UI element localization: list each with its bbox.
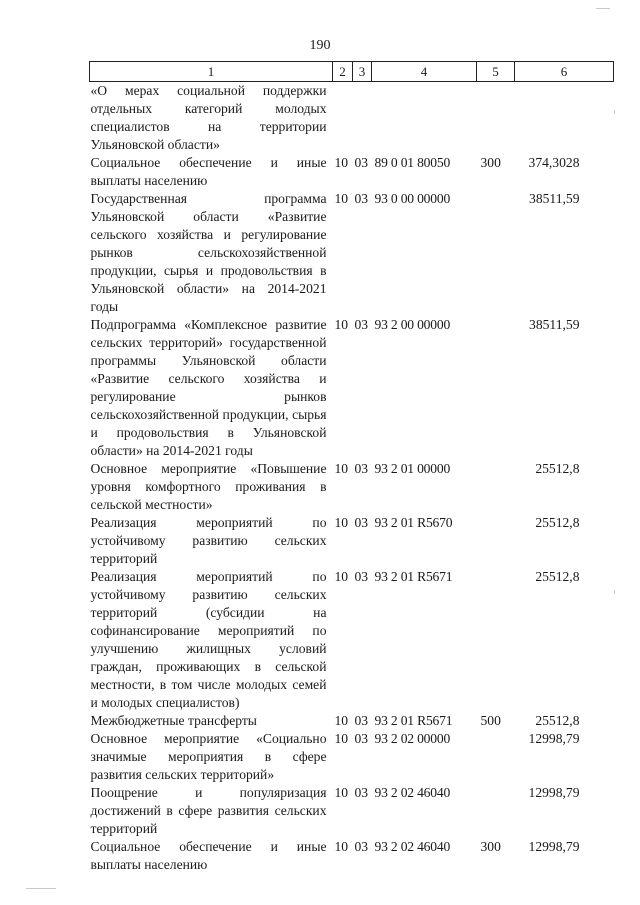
row-target-article: 93 0 00 00000 — [374, 191, 451, 206]
row-target-article: 93 2 01 00000 — [374, 461, 451, 476]
row-target-article: 93 2 02 00000 — [374, 731, 451, 746]
column-header-6: 6 — [515, 62, 614, 82]
table-row — [90, 154, 614, 190]
table-header — [90, 62, 614, 82]
row-name: Подпрограмма «Комплексное развитие сельских территорий» государственной программы Ульяновской области «Развитие сельского хозяйства и регулирование рынков сельскохозяйственной продукции, сырья и продовольствия в Ульяновской области» на 2014-2021 годы — [90, 317, 327, 458]
row-expense-type — [477, 82, 515, 155]
page-number: 190 — [309, 38, 331, 53]
table-row — [90, 784, 614, 838]
scan-edge-mark — [26, 888, 56, 889]
row-name: «О мерах социальной поддержки отдельных категорий молодых специалистов на территории Ульяновской области» — [90, 83, 327, 152]
row-expense-type — [477, 514, 515, 568]
row-amount: 38511,59 — [529, 191, 580, 206]
row-name: Основное мероприятие «Повышение уровня комфортного проживания в сельской местности» — [90, 461, 327, 512]
table-row — [90, 190, 614, 316]
row-amount: 12998,79 — [528, 731, 580, 746]
row-target-article: 89 0 01 80050 — [374, 155, 451, 170]
column-header-2: 2 — [333, 62, 353, 82]
row-expense-type: 500 — [480, 713, 501, 728]
row-target-article: 93 2 02 46040 — [374, 839, 451, 854]
row-expense-type — [477, 730, 515, 784]
row-name: Государственная программа Ульяновской области «Развитие сельского хозяйства и регулирование рынков сельскохозяйственной продукции, сырья и продовольствия в Ульяновской области» на 2014-2021 годы — [90, 191, 327, 314]
row-amount: 25512,8 — [535, 515, 580, 530]
row-subsection: 03 — [354, 713, 369, 728]
row-name: Реализация мероприятий по устойчивому развитию сельских территорий — [90, 515, 327, 566]
row-section: 10 — [334, 515, 349, 530]
column-header-5: 5 — [477, 62, 515, 82]
column-header-3: 3 — [353, 62, 372, 82]
row-subsection: 03 — [354, 155, 369, 170]
table-row — [90, 838, 614, 874]
row-name: Основное мероприятие «Социально значимые мероприятия в сфере развития сельских территорий» — [90, 731, 327, 782]
row-target-article: 93 2 01 R5671 — [374, 713, 453, 728]
row-expense-type — [477, 316, 515, 460]
row-expense-type: 300 — [480, 155, 501, 170]
row-amount: 12998,79 — [528, 785, 580, 800]
column-header-4: 4 — [372, 62, 477, 82]
row-subsection: 03 — [354, 461, 369, 476]
table-row — [90, 514, 614, 568]
row-expense-type — [477, 784, 515, 838]
row-name: Межбюджетные трансферты — [90, 713, 257, 728]
row-section: 10 — [334, 785, 349, 800]
row-name: Поощрение и популяризация достижений в сфере развития сельских территорий — [90, 785, 327, 836]
table-row — [90, 82, 614, 155]
table-row — [90, 316, 614, 460]
row-section: 10 — [334, 731, 349, 746]
row-section: 10 — [334, 569, 349, 584]
row-expense-type: 300 — [480, 839, 501, 854]
row-expense-type — [477, 190, 515, 316]
row-amount: 12998,79 — [528, 839, 580, 854]
scan-edge-mark — [614, 590, 615, 594]
row-subsection: 03 — [354, 731, 369, 746]
row-section — [333, 82, 353, 155]
scan-edge-mark — [614, 110, 615, 114]
row-target-article: 93 2 02 46040 — [374, 785, 451, 800]
table-row — [90, 712, 614, 730]
row-subsection: 03 — [354, 569, 369, 584]
row-name: Социальное обеспечение и иные выплаты населению — [90, 839, 327, 872]
row-section: 10 — [334, 713, 349, 728]
row-amount: 374,3028 — [528, 155, 580, 170]
table-body — [90, 82, 614, 875]
row-section: 10 — [334, 191, 349, 206]
row-subsection: 03 — [354, 515, 369, 530]
row-subsection — [353, 82, 372, 155]
row-section: 10 — [334, 839, 349, 854]
row-target-article: 93 2 01 R5671 — [374, 569, 453, 584]
row-name: Реализация мероприятий по устойчивому развитию сельских территорий (субсидии на софинансирование мероприятий по улучшению жилищных условий граждан, проживающих в сельской местности, в том числе молодых семей и молодых специалистов) — [90, 569, 327, 710]
budget-table — [89, 61, 614, 874]
row-name: Социальное обеспечение и иные выплаты населению — [90, 155, 327, 188]
column-header-1: 1 — [90, 62, 333, 82]
row-subsection: 03 — [354, 839, 369, 854]
table-row — [90, 568, 614, 712]
scan-edge-mark — [596, 8, 610, 9]
row-amount: 25512,8 — [535, 713, 580, 728]
row-amount: 25512,8 — [535, 461, 580, 476]
row-section: 10 — [334, 317, 349, 332]
row-expense-type — [477, 568, 515, 712]
row-target-article: 93 2 01 R5670 — [374, 515, 453, 530]
row-amount — [515, 82, 614, 155]
row-expense-type — [477, 460, 515, 514]
row-section: 10 — [334, 155, 349, 170]
row-section: 10 — [334, 461, 349, 476]
table-row — [90, 730, 614, 784]
row-target-article: 93 2 00 00000 — [374, 317, 451, 332]
row-amount: 25512,8 — [535, 569, 580, 584]
row-subsection: 03 — [354, 785, 369, 800]
row-amount: 38511,59 — [529, 317, 580, 332]
row-target-article — [372, 82, 477, 155]
header-row — [90, 62, 614, 82]
row-subsection: 03 — [354, 317, 369, 332]
row-subsection: 03 — [354, 191, 369, 206]
table-row — [90, 460, 614, 514]
